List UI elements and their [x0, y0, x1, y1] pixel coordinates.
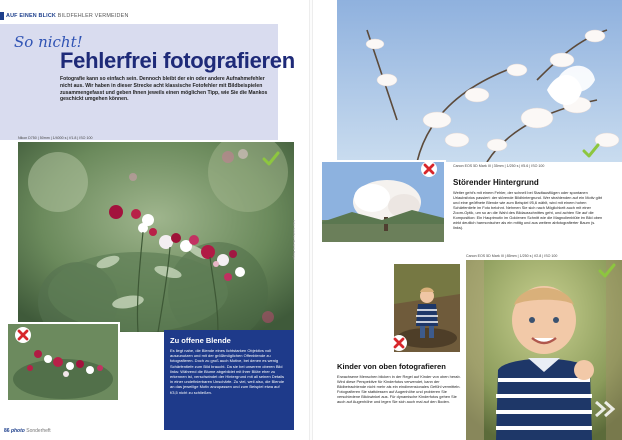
check-badge-child [598, 262, 616, 280]
intro-text: Fotografie kann so einfach sein. Dennoch bleibt der ein oder andere Aufnahmefehler nicht aus. Wir haben in dieser Strecke acht klassische Fotofehler mit Bildbeispielen zusammengefasst und geben Ihnen jeweils einen möglichen Tipp, wie Sie die Mankos geschickt umgehen können. [60, 76, 268, 103]
heading-background: Störender Hintergrund [453, 178, 539, 187]
next-page-arrows-icon [594, 400, 618, 418]
info-box-aperture [164, 330, 294, 430]
photo-magnolia [337, 0, 622, 162]
child-exif: Canon EOS 5D Mark III | 85mm | 1/250 s | f/2.8 | ISO 100 [466, 254, 558, 258]
headline: Fehlerfrei fotografieren [60, 48, 295, 73]
photo-flowers [18, 142, 294, 332]
check-badge-main [262, 150, 280, 168]
page-number: 86 [4, 428, 10, 434]
magazine-sub: Sonderheft [26, 428, 51, 434]
photo-main-exif: Nikon D750 | 50mm | 1/4000 s | f/1.8 | ISO 100 [18, 136, 93, 140]
magnolia-exif: Canon EOS 5D Mark III | 35mm | 1/250 s | f/5.6 | ISO 100 [453, 164, 545, 168]
info-box-body: Es liegt nahe, die Blende eines lichtstarken Objektivs voll auszunutzen und mit der größtmöglichen Offenblende zu fotografieren. Doch zu groß auch Motive, bei denen es wenig Schärfentiefe zum Bild braucht. Da sie bei unserem oberen Bild links: Während die Blume abgebildet mit ihrer Blüte eher zu erkennen ist, verschwindet der Hintergrund mit all seinen Details in einer undefinierbaren Unschärfe. Zu viel, weil also, die Blende an das jeweilige Motiv anzupassen und zum Beispiel etwa auf f/3,5 nicht zu schließen. [170, 348, 285, 395]
cross-badge-child [390, 334, 408, 352]
section-label-bold: AUF EINEN BLICK [6, 13, 57, 19]
check-badge-magnolia [582, 142, 600, 160]
flower-illustration [18, 142, 294, 332]
spine-gutter [309, 0, 313, 440]
heading-children: Kinder von oben fotografieren [337, 362, 446, 371]
cross-badge-tree [420, 160, 438, 178]
cross-icon [420, 160, 438, 178]
section-label [6, 13, 129, 19]
photo-credit: Foto: Fotofrau Melanie Bürger [292, 220, 296, 261]
check-icon [262, 150, 280, 168]
kicker: So nicht! [14, 33, 83, 51]
folio [4, 428, 51, 434]
body-children: Erwachsene Menschen blicken in der Regel auf Kinder von oben herab. Wird diese Perspektive für Kinderfotos verwendet, kann der Bildbetrachtende nicht mehr als ein eindimensionales Gefühl vermitteln. Fotografieren Sie stattdessen auf Augenhöhe und probieren Sie verschiedene Blickwinkel aus. Für dynamische Kinderfotos gehen Sie auch auf Augenhöhe und legen Sie sich auch mal auf den Boden. [337, 374, 461, 404]
check-icon [598, 262, 616, 280]
cross-icon [390, 334, 408, 352]
body-background: Weiter geht's mit einem Fehler, der schnell bei Stadtausflügen oder spontanen Urlaubsfotos passiert: der störende Bildhintergrund. Wer strahlenden auf ein Motiv gibt und eine geöffnete Blende wie zum Beispiel f/5,6 wählt, wird mit einem hohen Schärfentiefe im Foto belohnt. Nehmen Sie sich nach Möglichkeit auch mit einer Zoom-Optik, um so an die Wahl des Bildausschnittes geht, und achten Sie auf die Komposition: Ein Hauptmotiv im Goldenen Schnitt wie die Magnolienblüte im Bild oben wirkt deutlich harmonischer als ein mittig und aus weitem abfotografierter Baum (s. links). [453, 190, 603, 230]
magazine-brand: photo [10, 428, 25, 434]
check-icon [582, 142, 600, 160]
section-label-sub: BILDFEHLER VERMEIDEN [57, 13, 129, 19]
cross-icon [14, 326, 32, 344]
section-marker [0, 12, 4, 20]
cross-badge-inset [14, 326, 32, 344]
info-box-title: Zu offene Blende [170, 336, 231, 345]
